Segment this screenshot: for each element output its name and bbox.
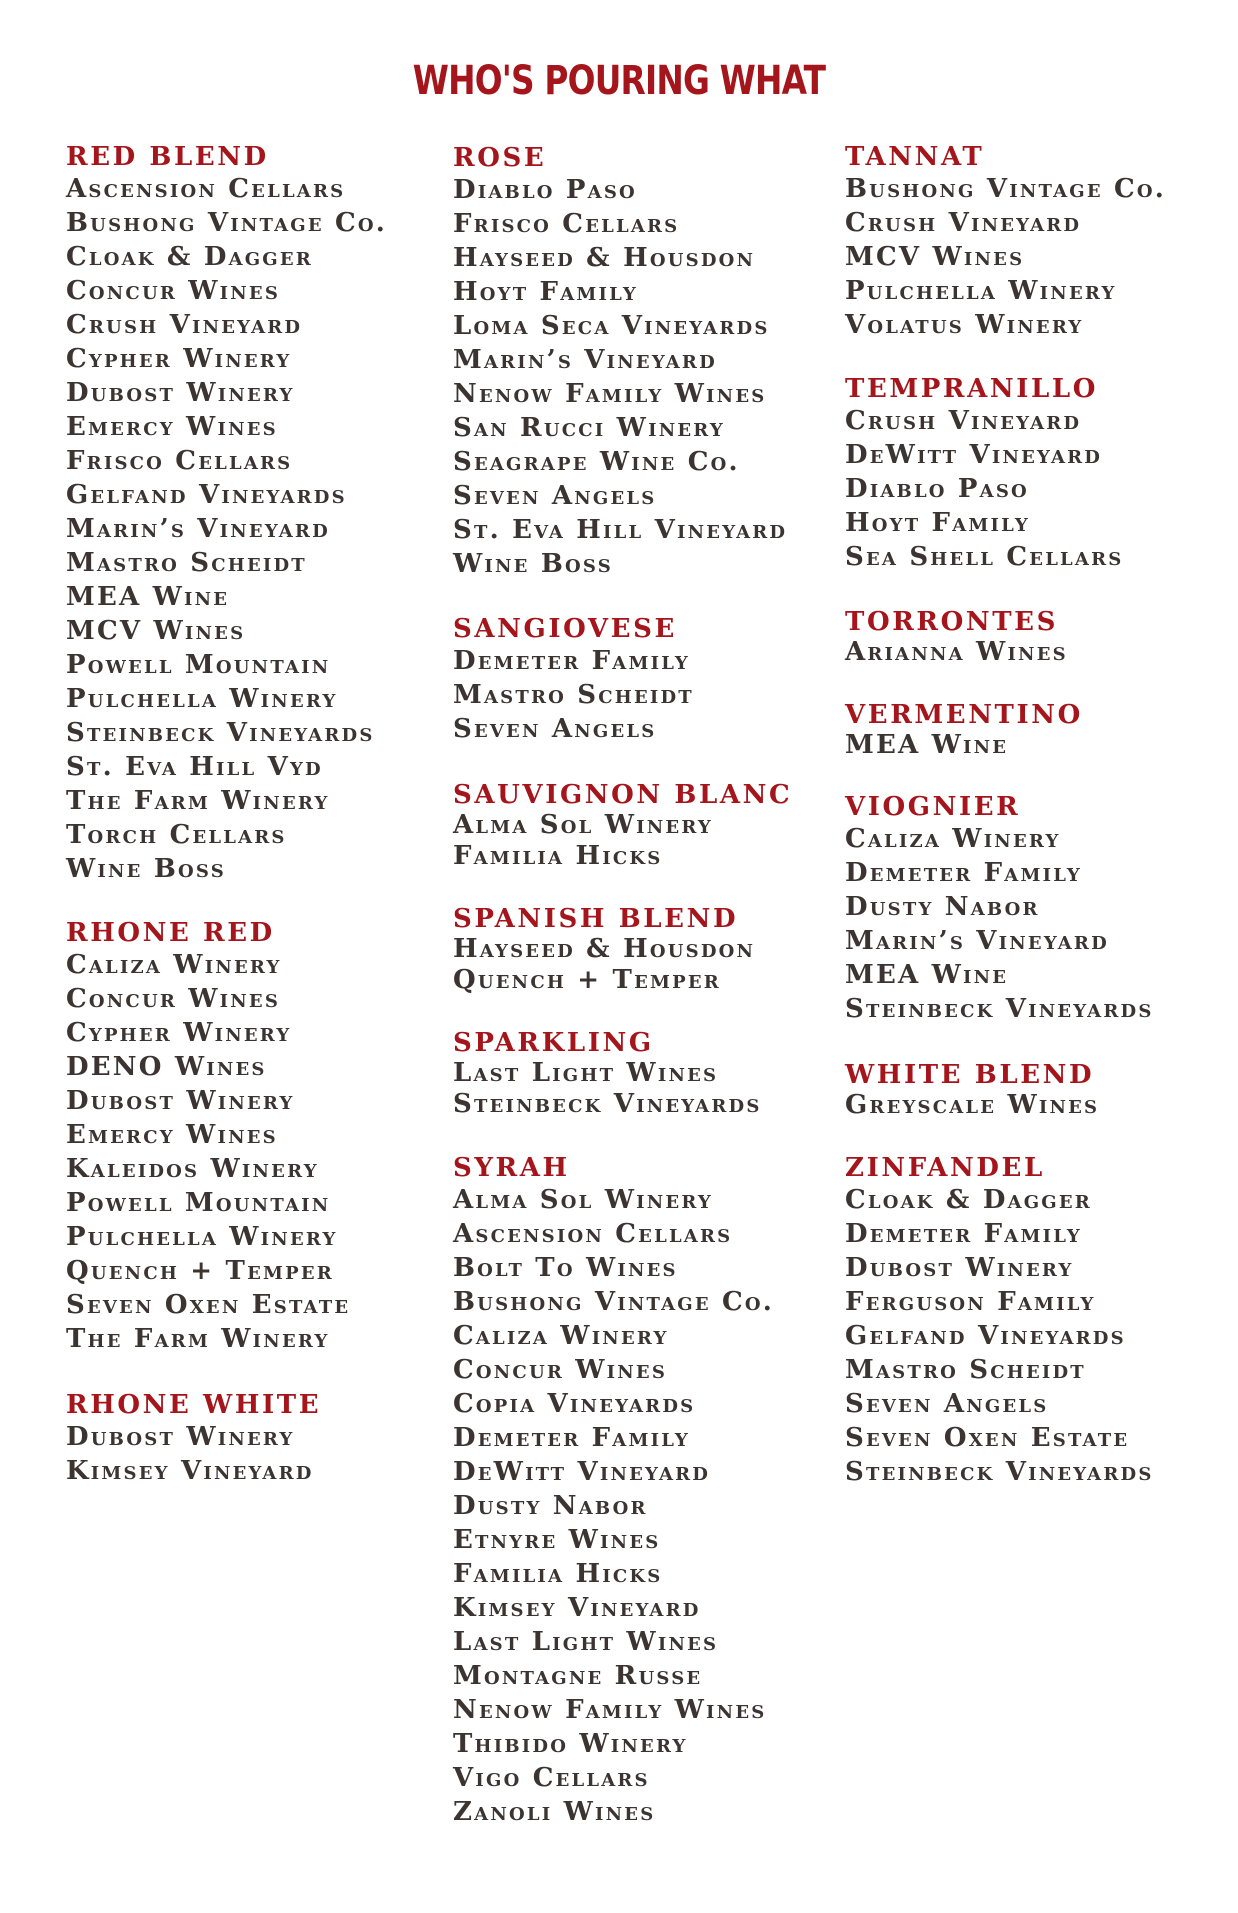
winery-name: Frisco Cellars bbox=[453, 209, 680, 239]
winery-name: Thibido Winery bbox=[453, 1729, 688, 1759]
winery-name: Emercy Wines bbox=[66, 1120, 278, 1150]
winery-name: Dubost Winery bbox=[66, 378, 295, 408]
winery-name: Dubost Winery bbox=[66, 1086, 295, 1116]
winery-name: MEA Wine bbox=[66, 582, 230, 612]
section-rhone-red bbox=[66, 918, 350, 1356]
winery-name: DeWitt Vineyard bbox=[845, 440, 1103, 470]
winery-name: Steinbeck Vineyards bbox=[453, 1089, 762, 1119]
winery-name: DENO Wines bbox=[66, 1052, 267, 1082]
winery-name: Marin’s Vineyard bbox=[453, 345, 717, 375]
winery-name: Last Light Wines bbox=[453, 1627, 719, 1657]
winery-name: Bushong Vintage Co. bbox=[66, 208, 388, 238]
winery-name: Last Light Wines bbox=[453, 1058, 719, 1088]
winery-name: Bushong Vintage Co. bbox=[845, 174, 1167, 204]
winery-name: The Farm Winery bbox=[66, 786, 330, 816]
winery-name: Cloak & Dagger bbox=[845, 1185, 1092, 1215]
winery-name: Cloak & Dagger bbox=[66, 242, 313, 272]
winery-name: Mastro Scheidt bbox=[66, 548, 307, 578]
winery-name: Frisco Cellars bbox=[66, 446, 293, 476]
winery-name: Caliza Winery bbox=[66, 950, 282, 980]
section-heading: RHONE RED bbox=[66, 918, 275, 948]
section-heading: ZINFANDEL bbox=[845, 1153, 1045, 1183]
section-heading: SYRAH bbox=[453, 1153, 570, 1183]
winery-name: Dubost Winery bbox=[845, 1253, 1074, 1283]
winery-name: Alma Sol Winery bbox=[453, 810, 713, 840]
winery-name: Ascension Cellars bbox=[66, 174, 346, 204]
section-spanish-blend bbox=[453, 904, 755, 996]
section-heading: TANNAT bbox=[845, 142, 985, 172]
winery-name: Demeter Family bbox=[845, 1219, 1082, 1249]
winery-name: Montagne Russe bbox=[453, 1661, 703, 1691]
section-heading: TORRONTES bbox=[845, 607, 1058, 637]
winery-name: Pulchella Winery bbox=[66, 684, 338, 714]
section-sparkling bbox=[453, 1028, 762, 1120]
winery-name: Quench + Temper bbox=[453, 965, 721, 995]
winery-name: Dusty Nabor bbox=[845, 892, 1040, 922]
section-sangiovese bbox=[453, 614, 694, 746]
winery-name: Alma Sol Winery bbox=[453, 1185, 713, 1215]
winery-name: Ascension Cellars bbox=[453, 1219, 733, 1249]
section-heading: ROSE bbox=[453, 143, 547, 173]
winery-name: Quench + Temper bbox=[66, 1256, 334, 1286]
winery-name: Demeter Family bbox=[845, 858, 1082, 888]
section-heading: SPANISH BLEND bbox=[453, 904, 739, 934]
section-heading: WHITE BLEND bbox=[845, 1060, 1095, 1090]
winery-name: Dusty Nabor bbox=[453, 1491, 648, 1521]
winery-name: Emercy Wines bbox=[66, 412, 278, 442]
winery-name: Seven Angels bbox=[453, 481, 657, 511]
winery-name: Hoyt Family bbox=[845, 508, 1030, 538]
winery-name: Etnyre Wines bbox=[453, 1525, 661, 1555]
winery-name: Familia Hicks bbox=[453, 841, 663, 871]
winery-name: Kimsey Vineyard bbox=[453, 1593, 701, 1623]
section-red-blend bbox=[66, 142, 387, 886]
winery-name: Diablo Paso bbox=[453, 175, 637, 205]
winery-name: Bolt To Wines bbox=[453, 1253, 678, 1283]
winery-name: Copia Vineyards bbox=[453, 1389, 696, 1419]
section-rhone-white bbox=[66, 1390, 321, 1488]
winery-name: Wine Boss bbox=[66, 854, 226, 884]
winery-name: Gelfand Vineyards bbox=[66, 480, 347, 510]
winery-name: Sea Shell Cellars bbox=[845, 542, 1124, 572]
winery-name: Seven Oxen Estate bbox=[845, 1423, 1130, 1453]
section-heading: VIOGNIER bbox=[845, 792, 1021, 822]
winery-name: Gelfand Vineyards bbox=[845, 1321, 1126, 1351]
section-rose bbox=[453, 143, 787, 581]
section-tempranillo bbox=[845, 374, 1123, 574]
winery-name: Demeter Family bbox=[453, 1423, 690, 1453]
winery-name: Crush Vineyard bbox=[845, 406, 1082, 436]
winery-name: Caliza Winery bbox=[845, 824, 1061, 854]
winery-name: Powell Mountain bbox=[66, 650, 331, 680]
winery-name: St. Eva Hill Vineyard bbox=[453, 515, 788, 545]
winery-name: DeWitt Vineyard bbox=[453, 1457, 711, 1487]
section-heading: SPARKLING bbox=[453, 1028, 654, 1058]
winery-name: Powell Mountain bbox=[66, 1188, 331, 1218]
winery-name: Crush Vineyard bbox=[66, 310, 303, 340]
winery-name: Loma Seca Vineyards bbox=[453, 311, 770, 341]
winery-name: Concur Wines bbox=[66, 984, 281, 1014]
winery-name: Cypher Winery bbox=[66, 1018, 292, 1048]
winery-name: Hayseed & Housdon bbox=[453, 243, 756, 273]
winery-name: Steinbeck Vineyards bbox=[66, 718, 375, 748]
section-sauvignon-blanc bbox=[453, 780, 792, 872]
winery-name: Concur Wines bbox=[66, 276, 281, 306]
section-heading: SANGIOVESE bbox=[453, 614, 677, 644]
section-torrontes bbox=[845, 607, 1068, 668]
winery-name: Seagrape Wine Co. bbox=[453, 447, 740, 477]
section-heading: TEMPRANILLO bbox=[845, 374, 1099, 404]
winery-name: MCV Wines bbox=[845, 242, 1025, 272]
winery-name: Zanoli Wines bbox=[453, 1797, 656, 1827]
winery-name: Vigo Cellars bbox=[453, 1763, 650, 1793]
winery-name: Caliza Winery bbox=[453, 1321, 669, 1351]
winery-name: San Rucci Winery bbox=[453, 413, 725, 443]
winery-name: Kimsey Vineyard bbox=[66, 1456, 314, 1486]
section-heading: SAUVIGNON BLANC bbox=[453, 780, 793, 810]
winery-name: Torch Cellars bbox=[66, 820, 287, 850]
winery-name: St. Eva Hill Vyd bbox=[66, 752, 323, 782]
section-vermentino bbox=[845, 700, 1083, 761]
winery-name: Cypher Winery bbox=[66, 344, 292, 374]
winery-name: Nenow Family Wines bbox=[453, 379, 767, 409]
winery-name: Hoyt Family bbox=[453, 277, 638, 307]
winery-name: Pulchella Winery bbox=[845, 276, 1117, 306]
winery-name: MEA Wine bbox=[845, 730, 1009, 760]
winery-name: Wine Boss bbox=[453, 549, 613, 579]
winery-name: Demeter Family bbox=[453, 646, 690, 676]
winery-name: Pulchella Winery bbox=[66, 1222, 338, 1252]
winery-name: Arianna Wines bbox=[845, 637, 1068, 667]
winery-name: MCV Wines bbox=[66, 616, 246, 646]
winery-name: Steinbeck Vineyards bbox=[845, 1457, 1154, 1487]
section-heading: RHONE WHITE bbox=[66, 1390, 322, 1420]
winery-name: Bushong Vintage Co. bbox=[453, 1287, 775, 1317]
winery-name: Mastro Scheidt bbox=[453, 680, 694, 710]
winery-name: Steinbeck Vineyards bbox=[845, 994, 1154, 1024]
winery-name: Marin’s Vineyard bbox=[845, 926, 1109, 956]
section-white-blend bbox=[845, 1060, 1099, 1121]
section-heading: RED BLEND bbox=[66, 142, 269, 172]
winery-name: Mastro Scheidt bbox=[845, 1355, 1086, 1385]
section-viognier bbox=[845, 792, 1154, 1026]
winery-name: Dubost Winery bbox=[66, 1422, 295, 1452]
section-zinfandel bbox=[845, 1153, 1154, 1489]
winery-name: Ferguson Family bbox=[845, 1287, 1096, 1317]
winery-name: Seven Angels bbox=[845, 1389, 1049, 1419]
page-title: WHO'S POURING WHAT bbox=[412, 58, 826, 104]
winery-name: Kaleidos Winery bbox=[66, 1154, 319, 1184]
winery-name: MEA Wine bbox=[845, 960, 1009, 990]
winery-name: Crush Vineyard bbox=[845, 208, 1082, 238]
winery-name: Greyscale Wines bbox=[845, 1090, 1100, 1120]
winery-name: Familia Hicks bbox=[453, 1559, 663, 1589]
section-heading: VERMENTINO bbox=[845, 700, 1083, 730]
winery-name: Volatus Winery bbox=[845, 310, 1084, 340]
winery-name: The Farm Winery bbox=[66, 1324, 330, 1354]
winery-name: Concur Wines bbox=[453, 1355, 668, 1385]
section-tannat bbox=[845, 142, 1166, 342]
winery-name: Marin’s Vineyard bbox=[66, 514, 330, 544]
winery-name: Seven Oxen Estate bbox=[66, 1290, 351, 1320]
winery-name: Diablo Paso bbox=[845, 474, 1029, 504]
winery-name: Nenow Family Wines bbox=[453, 1695, 767, 1725]
section-syrah bbox=[453, 1153, 774, 1829]
winery-name: Hayseed & Housdon bbox=[453, 934, 756, 964]
winery-name: Seven Angels bbox=[453, 714, 657, 744]
